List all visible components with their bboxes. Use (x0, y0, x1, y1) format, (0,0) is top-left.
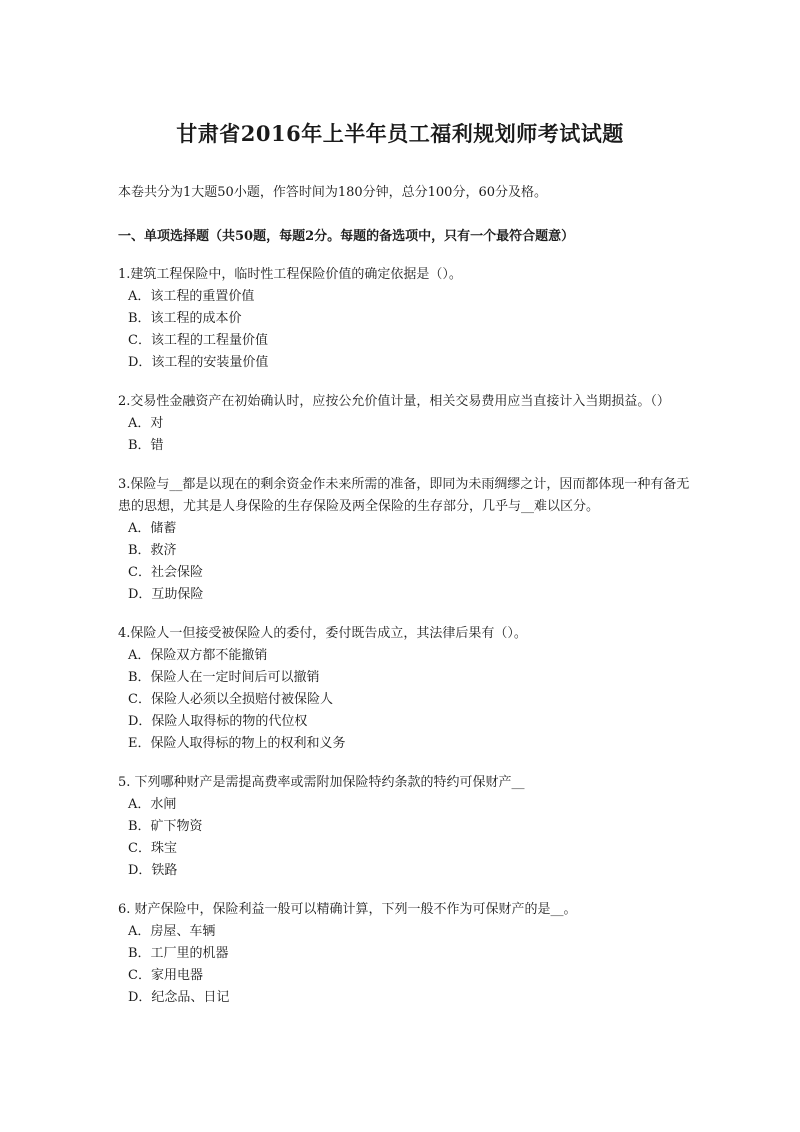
option-a: A．对 (128, 416, 164, 431)
question-3 (118, 474, 700, 606)
option-c: C．家用电器 (128, 968, 203, 983)
option-a: A．房屋、车辆 (128, 924, 216, 939)
option-a: A．水闸 (128, 797, 177, 812)
option-d: D．纪念品、日记 (128, 990, 230, 1005)
question-5 (118, 772, 700, 882)
option-b: B．工厂里的机器 (128, 946, 229, 961)
option-d: D．保险人取得标的物的代位权 (128, 714, 308, 729)
option-a: A．储蓄 (128, 521, 177, 536)
question-stem: 5. 下列哪种财产是需提高费率或需附加保险特约条款的特约可保财产__ (118, 775, 525, 790)
question-4 (118, 623, 700, 755)
question-stem: 4.保险人一但接受被保险人的委付，委付既告成立，其法律后果有（）。 (118, 626, 527, 641)
question-stem: 1.建筑工程保险中，临时性工程保险价值的确定依据是（）。 (118, 267, 462, 282)
option-c: C．该工程的工程量价值 (128, 333, 268, 348)
question-2 (118, 391, 700, 457)
document-title: 甘肃省2016年上半年员工福利规划师考试试题 (176, 121, 624, 146)
question-1 (118, 264, 700, 374)
option-e: E．保险人取得标的物上的权利和义务 (128, 736, 346, 751)
option-b: B．该工程的成本价 (128, 311, 242, 326)
option-b: B．保险人在一定时间后可以撤销 (128, 670, 320, 685)
option-b: B．救济 (128, 543, 177, 558)
section-heading: 一、单项选择题（共50题，每题2分。每题的备选项中，只有一个最符合题意） (118, 229, 575, 244)
option-d: D．互助保险 (128, 587, 204, 602)
exam-intro: 本卷共分为1大题50小题，作答时间为180分钟，总分100分，60分及格。 (118, 185, 547, 200)
option-b: B．矿下物资 (128, 819, 203, 834)
option-c: C．保险人必须以全损赔付被保险人 (128, 692, 333, 707)
option-b: B．错 (128, 438, 164, 453)
option-c: C．珠宝 (128, 841, 177, 856)
option-d: D．铁路 (128, 863, 178, 878)
question-stem: 3.保险与__都是以现在的剩余资金作未来所需的准备，即同为未雨绸缪之计，因而都体现一种有备无患的思想，尤其是人身保险的生存保险及两全保险的生存部分，几乎与__难以区分。 (118, 477, 690, 514)
option-a: A．该工程的重置价值 (128, 289, 255, 304)
option-a: A．保险双方都不能撤销 (128, 648, 268, 663)
option-d: D．该工程的安装量价值 (128, 355, 269, 370)
option-c: C．社会保险 (128, 565, 203, 580)
question-6 (118, 899, 700, 1009)
question-stem: 6. 财产保险中，保险利益一般可以精确计算，下列一般不作为可保财产的是__。 (118, 902, 577, 917)
question-list (118, 264, 700, 1026)
question-stem: 2.交易性金融资产在初始确认时，应按公允价值计量，相关交易费用应当直接计入当期损益。（） (118, 394, 670, 409)
